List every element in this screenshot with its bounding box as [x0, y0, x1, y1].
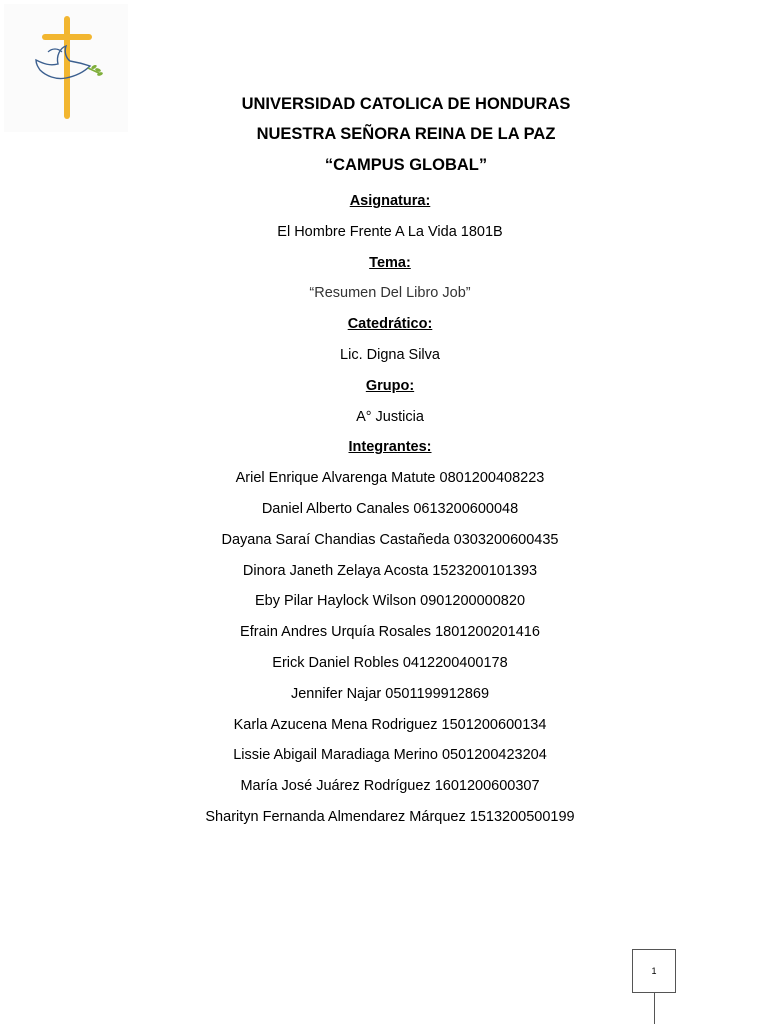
member-item: Sharityn Fernanda Almendarez Márquez 1513200500199	[205, 808, 575, 825]
subject-label: Asignatura:	[349, 193, 431, 209]
professor-label: Catedrático:	[347, 316, 433, 333]
professor-value: Lic. Digna Silva	[340, 346, 440, 363]
campus-global-title: “CAMPUS GLOBAL”	[324, 156, 488, 174]
cover-content	[0, 186, 768, 833]
member-item: Dayana Saraí Chandias Castañeda 0303200600435	[221, 531, 559, 548]
member-item: Efrain Andres Urquía Rosales 1801200201416	[240, 624, 540, 641]
member-item: Karla Azucena Mena Rodriguez 1501200600134	[233, 716, 547, 733]
member-item: Erick Daniel Robles 0412200400178	[272, 654, 508, 671]
group-label: Grupo:	[365, 377, 415, 394]
member-item: Dinora Janeth Zelaya Acosta 1523200101393	[242, 562, 538, 579]
topic-value: “Resumen Del Libro Job”	[309, 285, 471, 302]
members-label: Integrantes:	[348, 439, 432, 456]
topic-label: Tema:	[369, 254, 411, 271]
campus-name: NUESTRA SEÑORA REINA DE LA PAZ	[256, 125, 556, 143]
page-number-box	[632, 949, 676, 993]
page-number-connector	[654, 993, 655, 1024]
member-item: Daniel Alberto Canales 0613200600048	[261, 500, 519, 517]
member-item: Jennifer Najar 0501199912869	[290, 685, 490, 702]
member-item: Eby Pilar Haylock Wilson 0901200000820	[254, 593, 526, 610]
member-item: María José Juárez Rodríguez 1601200600307	[240, 778, 540, 795]
page-number: 1	[651, 966, 657, 976]
member-item: Ariel Enrique Alvarenga Matute 0801200408223	[235, 470, 545, 487]
group-value: A° Justicia	[356, 408, 424, 425]
member-item: Lissie Abigail Maradiaga Merino 0501200423204	[233, 747, 547, 764]
university-name: UNIVERSIDAD CATOLICA DE HONDURAS	[241, 95, 571, 113]
subject-value: El Hombre Frente A La Vida 1801B	[277, 223, 503, 240]
